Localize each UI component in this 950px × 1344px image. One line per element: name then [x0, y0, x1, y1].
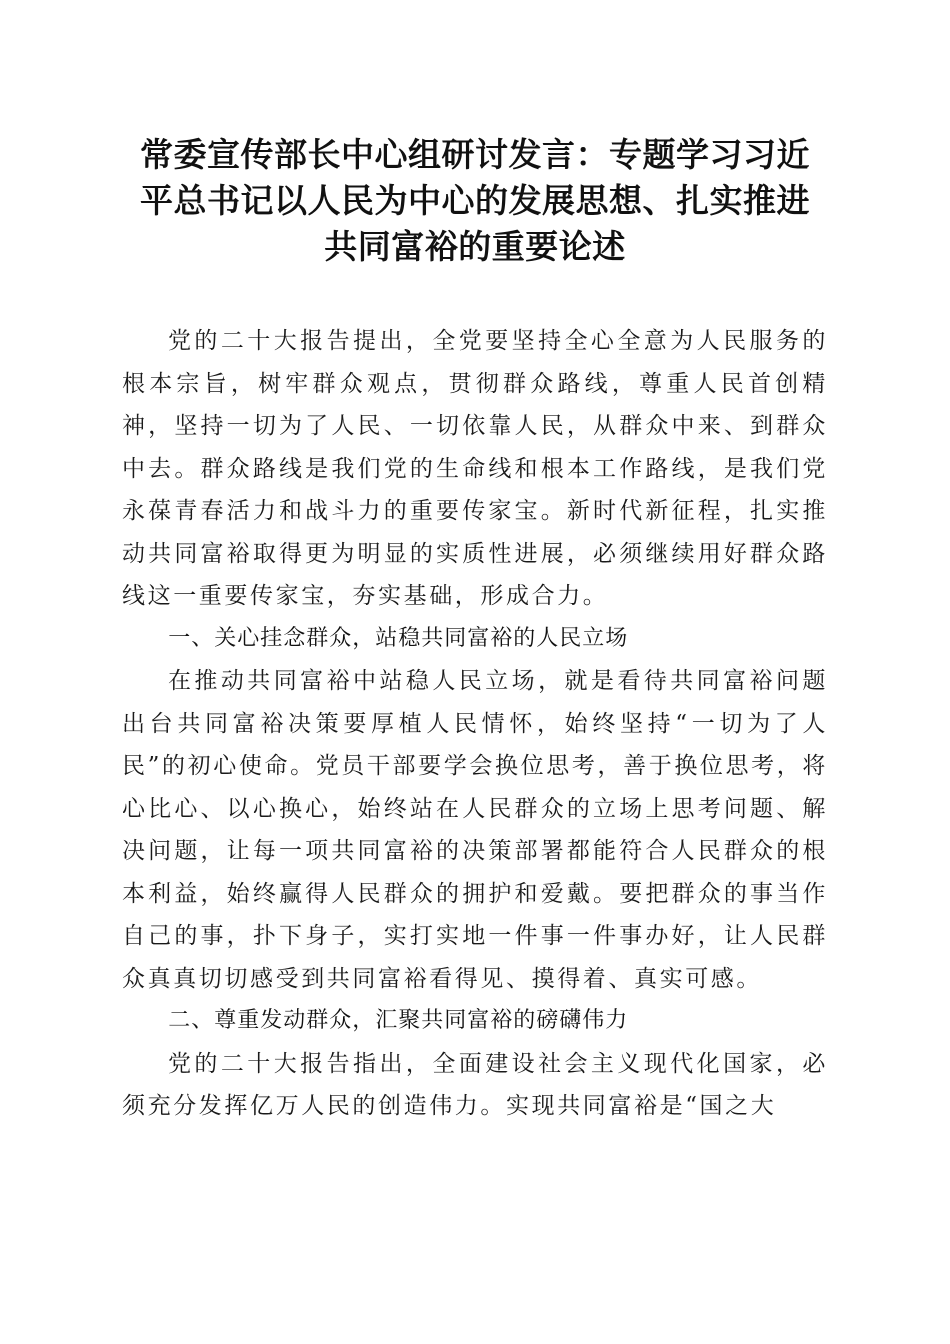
section-1-paragraph: 在推动共同富裕中站稳人民立场，就是看待共同富裕问题出台共同富裕决策要厚植人民情怀，始终坚持“一切为了人民”的初心使命。党员干部要学会换位思考，善于换位思考，将心比心、以心换心，始终站在人民群众的立场上思考问题、解决问题，让每一项共同富裕的决策部署都能符合人民群众的根本利益，始终赢得人民群众的拥护和爱戴。要把群众的事当作自己的事，扑下身子，实打实地一件事一件事办好，让人民群众真真切切感受到共同富裕看得见、摸得着、真实可感。: [122, 668, 828, 992]
section-2-paragraph: 党的二十大报告指出，全面建设社会主义现代化国家，必须充分发挥亿万人民的创造伟力。实现共同富裕是“国之大: [122, 1050, 828, 1119]
section-2-heading: 二、尊重发动群众，汇聚共同富裕的磅礴伟力: [168, 1008, 629, 1033]
title-line-1: 常委宣传部长中心组研讨发言：专题学习习近: [140, 135, 810, 174]
title-line-2: 平总书记以人民为中心的发展思想、扎实推进: [140, 181, 810, 220]
title-line-3: 共同富裕的重要论述: [324, 227, 626, 266]
section-1-heading: 一、关心挂念群众，站稳共同富裕的人民立场: [168, 625, 629, 651]
document-body: [122, 320, 828, 1128]
document-title: [100, 132, 850, 270]
intro-paragraph: 党的二十大报告提出，全党要坚持全心全意为人民服务的根本宗旨，树牢群众观点，贯彻群众路线，尊重人民首创精神，坚持一切为了人民、一切依靠人民，从群众中来、到群众中去。群众路线是我们党的生命线和根本工作路线，是我们党永葆青春活力和战斗力的重要传家宝。新时代新征程，扎实推动共同富裕取得更为明显的实质性进展，必须继续用好群众路线这一重要传家宝，夯实基础，形成合力。: [122, 328, 828, 609]
